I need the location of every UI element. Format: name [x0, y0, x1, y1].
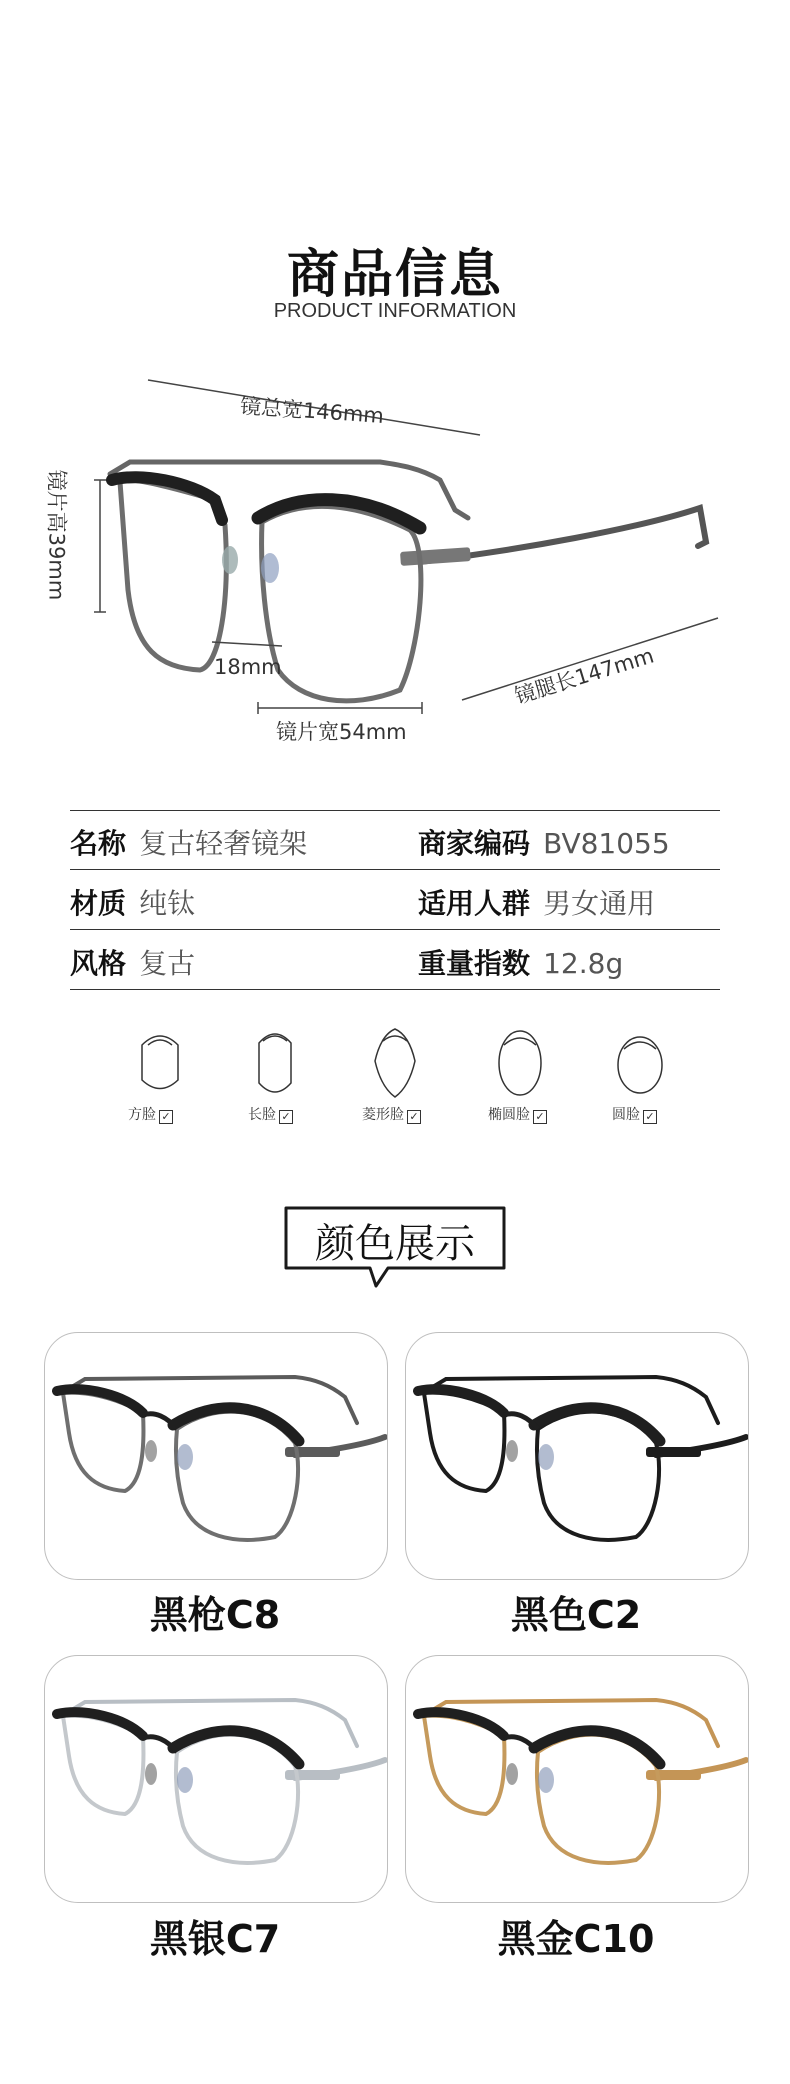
long-face-icon [259, 1034, 291, 1092]
spec-row [70, 942, 195, 982]
face-shapes [120, 1025, 680, 1105]
spec-key-material: 材质 [70, 887, 127, 920]
color-card-silver[interactable] [44, 1655, 388, 1903]
spec-key-audience: 适用人群 [418, 887, 531, 920]
face-label-round: 圆脸 ✓ [612, 1104, 657, 1124]
color-label-silver: 黑银C7 [149, 1917, 281, 1961]
check-icon: ✓ [533, 1110, 547, 1124]
face-label-diamond: 菱形脸 ✓ [362, 1104, 421, 1124]
spec-key-name: 名称 [70, 827, 127, 860]
spec-key-weight: 重量指数 [418, 947, 531, 980]
spec-key-sku: 商家编码 [418, 827, 531, 860]
color-label-gold: 黑金C10 [497, 1917, 655, 1961]
spec-row [418, 942, 623, 982]
page-title: 商品信息 [286, 245, 503, 305]
lens-width-label: 镜片宽54mm [276, 720, 407, 744]
glasses-dimension-diagram [0, 350, 790, 770]
total-width-label: 镜总宽146mm [239, 394, 385, 428]
glasses-image [406, 1333, 748, 1579]
face-label-long: 长脸 ✓ [248, 1104, 293, 1124]
spec-value-sku: BV81055 [543, 827, 670, 860]
color-card-gunmetal[interactable] [44, 1332, 388, 1580]
page-subtitle: PRODUCT INFORMATION [273, 300, 517, 322]
spec-value-material: 纯钛 [139, 887, 196, 920]
oval-face-icon [499, 1031, 541, 1095]
glasses-image [45, 1656, 387, 1902]
spec-row [418, 882, 655, 922]
spec-row [418, 822, 670, 862]
diamond-face-icon [375, 1029, 415, 1097]
bridge-label: 18mm [214, 655, 282, 679]
spec-value-style: 复古 [139, 947, 196, 980]
round-face-icon [618, 1037, 662, 1093]
spec-divider [70, 869, 720, 870]
spec-divider [70, 810, 720, 811]
face-label-oval: 椭圆脸 ✓ [488, 1104, 547, 1124]
spec-value-weight: 12.8g [543, 947, 624, 980]
spec-value-name: 复古轻奢镜架 [139, 827, 308, 860]
spec-key-style: 风格 [70, 947, 127, 980]
color-card-gold[interactable] [405, 1655, 749, 1903]
temple-length-label: 镜腿长147mm [511, 643, 657, 709]
glasses-image [45, 1333, 387, 1579]
check-icon: ✓ [279, 1110, 293, 1124]
spec-divider [70, 929, 720, 930]
spec-row [70, 882, 195, 922]
spec-divider [70, 989, 720, 990]
color-label-black: 黑色C2 [510, 1593, 642, 1637]
lens-height-label: 镜片高39mm [44, 469, 69, 601]
glasses-image [406, 1656, 748, 1902]
face-label-square: 方脸 ✓ [128, 1104, 173, 1124]
check-icon: ✓ [643, 1110, 657, 1124]
color-section-title: 颜色展示 [315, 1221, 475, 1267]
check-icon: ✓ [159, 1110, 173, 1124]
spec-value-audience: 男女通用 [543, 887, 656, 920]
check-icon: ✓ [407, 1110, 421, 1124]
color-card-black[interactable] [405, 1332, 749, 1580]
square-face-icon [142, 1036, 178, 1089]
color-label-gunmetal: 黑枪C8 [149, 1593, 281, 1637]
spec-row [70, 822, 307, 862]
